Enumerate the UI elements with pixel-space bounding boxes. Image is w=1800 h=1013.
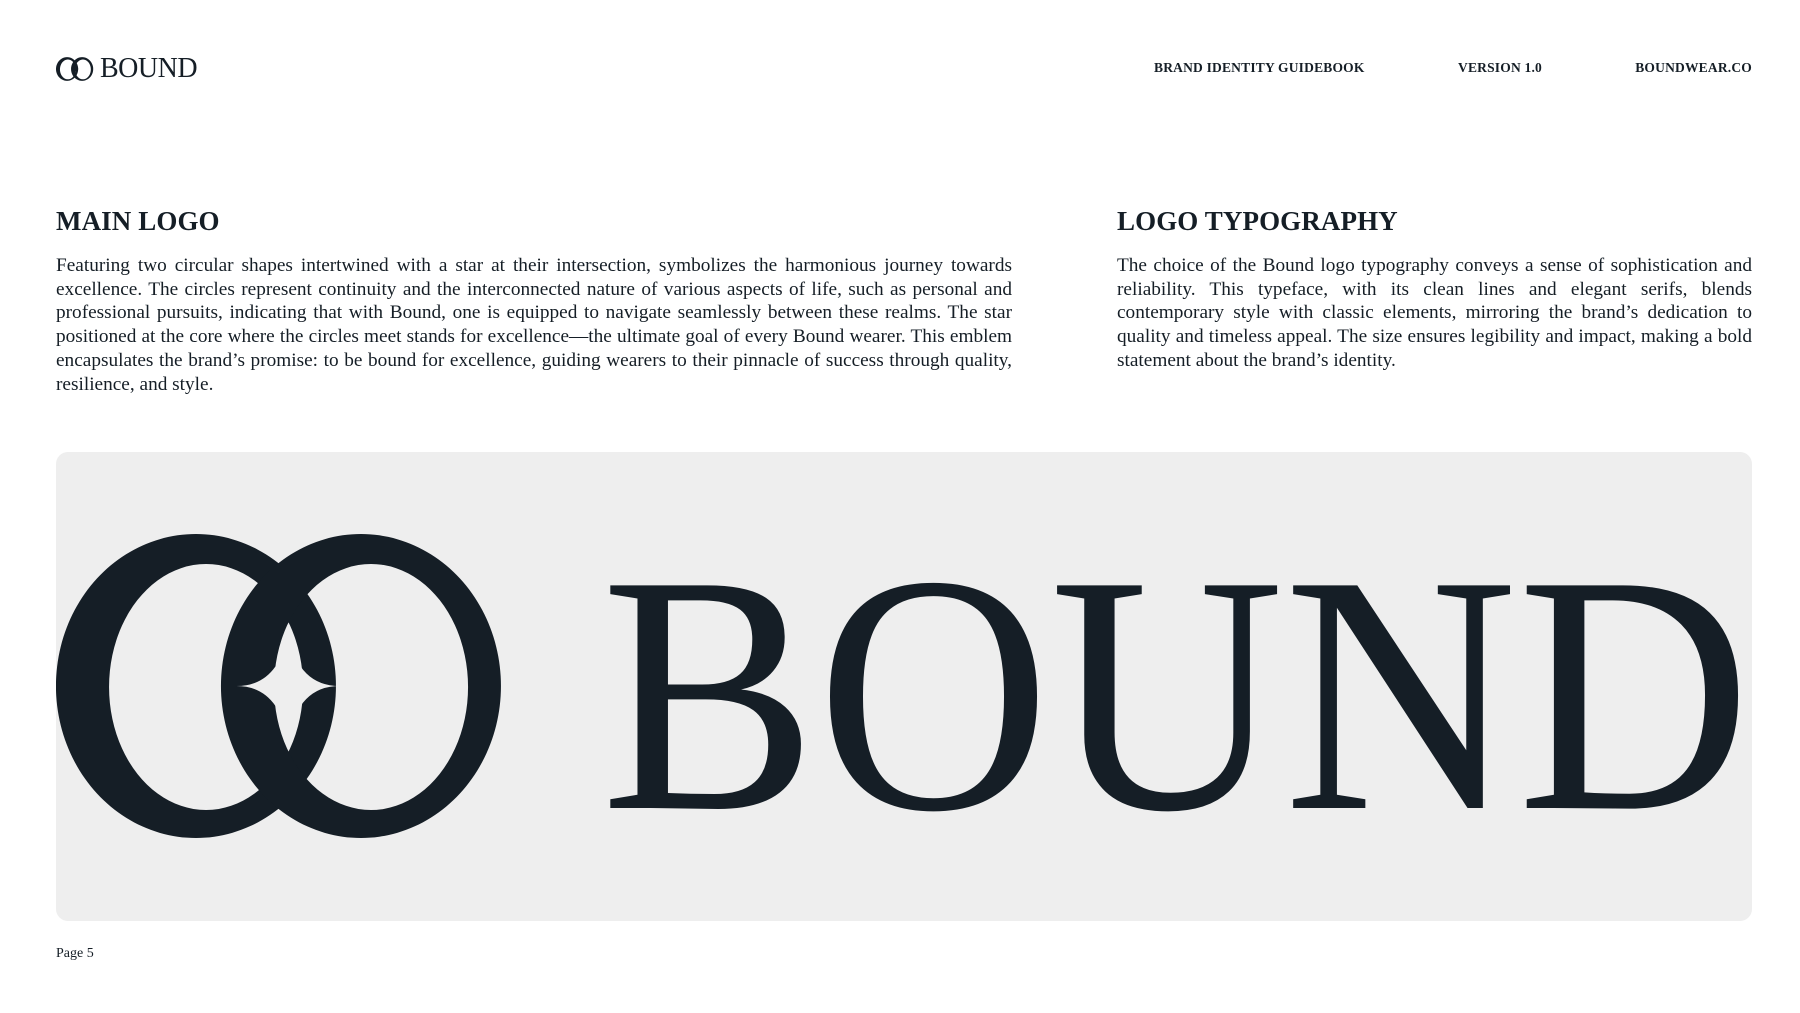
main-logo-section <box>56 206 1012 396</box>
page-number: Page 5 <box>56 946 94 961</box>
main-logo-description: Featuring two circular shapes intertwined with a star at their intersection, symbolizes the harmonious journey towards excellence. The circles represent continuity and the interconnected nature of various aspects of life, such as personal and professional pursuits, indicating that with Bound, one is equipped to navigate seamlessly between these realms. The star positioned at the core where the circles meet stands for excellence—the ultimate goal of every Bound wearer. This emblem encapsulates the brand’s promise: to be bound for excellence, guiding wearers to their pinnacle of success through quality, resilience, and style. <box>56 255 1012 395</box>
interlocking-circles-star-icon <box>56 534 501 838</box>
logo-typography-description: The choice of the Bound logo typography conveys a sense of sophistication and reliability. This typeface, with its clean lines and elegant serifs, blends contemporary style with classic elements, mirroring the brand’s dedication to quality and timeless appeal. The size ensures legibility and impact, making a bold statement about the brand’s identity. <box>1117 255 1752 371</box>
main-logo-title: MAIN LOGO <box>56 206 220 236</box>
logo-showcase-panel <box>56 452 1752 921</box>
header-logo[interactable] <box>56 52 197 86</box>
version-label: VERSION 1.0 <box>1458 60 1542 75</box>
header <box>56 52 1752 86</box>
logo-typography-title: LOGO TYPOGRAPHY <box>1117 206 1398 236</box>
header-brand-name: BOUND <box>100 53 198 84</box>
website-link[interactable]: BOUNDWEAR.CO <box>1635 60 1752 75</box>
guidebook-link[interactable]: BRAND IDENTITY GUIDEBOOK <box>1154 60 1365 75</box>
logo-showcase <box>56 452 1752 921</box>
brand-emblem-icon <box>56 56 94 82</box>
showcase-wordmark: BOUND <box>601 505 1751 882</box>
logo-typography-section <box>1117 206 1752 373</box>
